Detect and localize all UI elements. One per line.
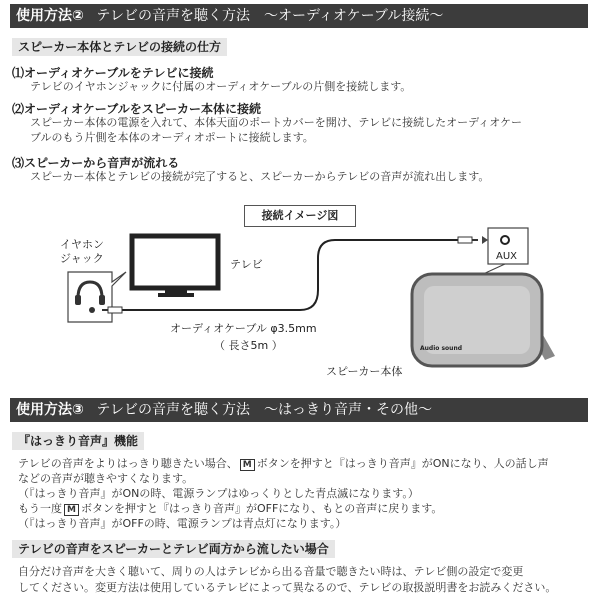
step3-title: ⑶スピーカーから音声が流れる — [12, 156, 180, 170]
earphone-jack-label-1: イヤホン — [60, 238, 104, 251]
speaker-label: スピーカー本体 — [326, 365, 403, 378]
usage3-banner — [10, 398, 588, 422]
step2-text-line2: ブルのもう片側を本体のオーディオポートに接続します。 — [30, 131, 314, 144]
clear-voice-line5: （『はっきり音声』がOFFの時、電源ランプは青点灯になります。） — [18, 517, 347, 530]
earphone-jack-label-2: ジャック — [60, 252, 104, 265]
clear-voice-line4a: もう一度 — [18, 502, 62, 515]
both-output-line1: 自分だけ音声を大きく聴いて、周りの人はテレビから出る音量で聴きたい時は、テレビ側の設定で変更 — [18, 565, 524, 578]
clear-voice-line4 — [18, 501, 442, 516]
speaker-icon — [412, 274, 555, 366]
both-output-line2: してください。変更方法は使用しているテレビによって異なるので、テレビの取扱説明書をお読みください。 — [18, 581, 557, 594]
clear-voice-line3: （『はっきり音声』がONの時、電源ランプはゆっくりとした青点滅になります。） — [18, 487, 419, 500]
step2-text-line1: スピーカー本体の電源を入れて、本体天面のポートカバーを開け、テレビに接続したオーディオケー — [30, 116, 523, 129]
step1-title: ⑴オーディオケーブルをテレビに接続 — [12, 66, 214, 80]
step3-text: スピーカー本体とテレビの接続が完了すると、スピーカーからテレビの音声が流れ出します。 — [30, 170, 490, 183]
usage3-title: テレビの音声を聴く方法 ～はっきり音声・その他～ — [96, 402, 433, 418]
clear-voice-line1b: ボタンを押すと『はっきり音声』がONになり、人の話し声 — [256, 457, 549, 470]
jack-icon — [89, 307, 95, 313]
connection-heading: スピーカー本体とテレビの接続の仕方 — [12, 38, 227, 56]
cable-length: （ 長さ5m ） — [214, 339, 283, 352]
usage2-title: テレビの音声を聴く方法 ～オーディオケーブル接続～ — [96, 8, 444, 24]
clear-voice-line2: などの音声が聴きやすくなります。 — [18, 472, 194, 485]
clear-voice-line4b: ボタンを押すと『はっきり音声』がOFFになり、もとの音声に戻ります。 — [80, 502, 443, 515]
m-button-icon: M — [240, 459, 255, 471]
tv-label: テレビ — [230, 258, 263, 271]
clear-voice-line1 — [18, 456, 549, 471]
step2-title: ⑵オーディオケーブルをスピーカー本体に接続 — [12, 102, 262, 116]
speaker-brand: Audio sound — [420, 345, 463, 352]
diagram-title: 接続イメージ図 — [244, 205, 356, 227]
usage3-number: 使用方法③ — [16, 402, 84, 418]
step1-text: テレビのイヤホンジャックに付属のオーディオケーブルの片側を接続します。 — [30, 80, 412, 93]
tv-icon — [132, 236, 218, 297]
m-button-icon-2: M — [64, 504, 79, 516]
usage2-banner — [10, 4, 588, 28]
clear-voice-heading: 『はっきり音声』機能 — [12, 432, 144, 450]
usage2-number: 使用方法② — [16, 8, 84, 24]
both-output-heading: テレビの音声をスピーカーとテレビ両方から流したい場合 — [12, 540, 335, 558]
cable-label: オーディオケーブル φ3.5mm — [170, 322, 317, 335]
clear-voice-line1a: テレビの音声をよりはっきり聴きたい場合、 — [18, 457, 238, 470]
aux-label: AUX — [496, 251, 518, 262]
